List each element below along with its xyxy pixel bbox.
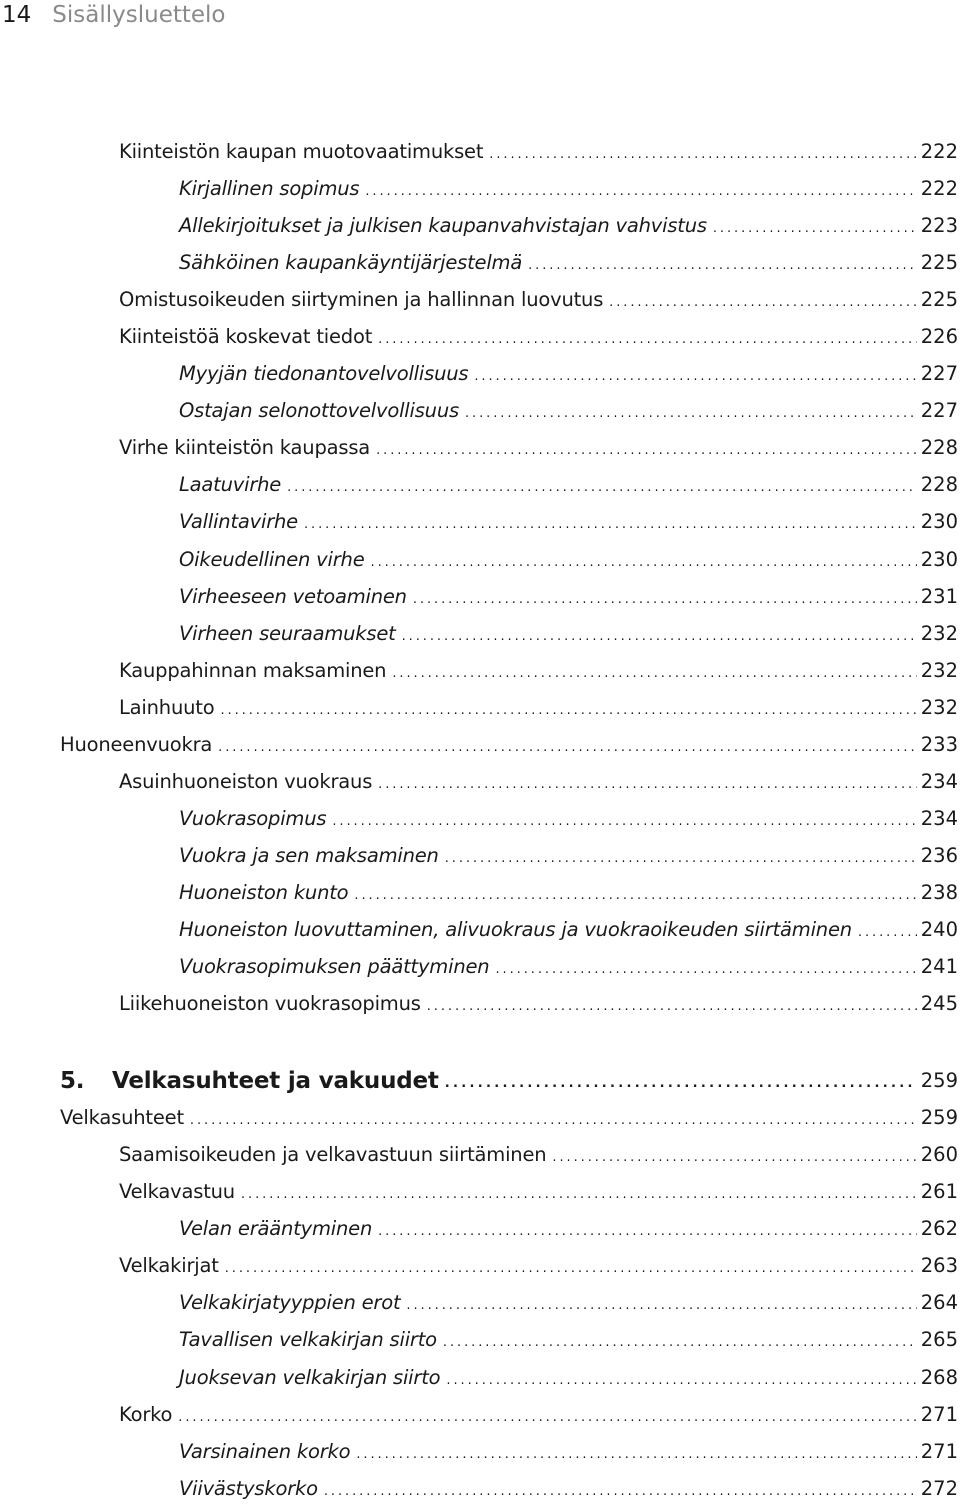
toc-entry-label: Liikehuoneiston vuokrasopimus	[119, 992, 421, 1016]
dot-leader	[371, 555, 917, 570]
toc-entry[interactable]	[0, 578, 960, 615]
toc-entry[interactable]	[0, 503, 960, 540]
dot-leader	[443, 1335, 917, 1350]
dot-leader	[446, 1373, 916, 1388]
toc-page-number: 222	[920, 177, 958, 201]
toc-entry-label: Sähköinen kaupankäyntijärjestelmä	[179, 251, 523, 275]
toc-page-number: 264	[920, 1291, 958, 1315]
dot-leader	[445, 851, 917, 866]
toc-entry[interactable]	[0, 541, 960, 578]
toc-entry-label: Oikeudellinen virhe	[179, 547, 365, 571]
toc-page-number: 233	[920, 732, 958, 756]
toc-entry-label: Kirjallinen sopimus	[179, 177, 360, 201]
dot-leader	[413, 592, 917, 607]
dot-leader	[218, 740, 917, 755]
toc-entry[interactable]	[0, 652, 960, 689]
dot-leader	[332, 814, 916, 829]
toc-entry-label: Saamisoikeuden ja velkavastuun siirtäminen	[119, 1143, 547, 1167]
toc-entry-label: Kiinteistöä koskevat tiedot	[119, 325, 373, 349]
toc-chapter-label	[60, 1068, 439, 1094]
toc-entry[interactable]	[0, 948, 960, 985]
toc-page-number: 265	[920, 1328, 958, 1352]
toc-page-number: 268	[920, 1365, 958, 1389]
toc-entry-label: Velan erääntyminen	[179, 1217, 373, 1241]
dot-leader	[427, 999, 917, 1014]
toc-page-number: 241	[920, 955, 958, 979]
toc-entry-label: Huoneiston kunto	[179, 880, 349, 904]
toc-entry[interactable]	[0, 429, 960, 466]
toc-page-number: 230	[920, 510, 958, 534]
toc-entry[interactable]	[0, 1470, 960, 1507]
toc-page-number: 260	[920, 1143, 958, 1167]
toc-entry-label: Velkasuhteet	[60, 1106, 184, 1130]
running-title: Sisällysluettelo	[52, 2, 226, 28]
toc-entry[interactable]	[0, 466, 960, 503]
toc-page-number: 263	[920, 1254, 958, 1278]
toc-page-number: 234	[920, 806, 958, 830]
toc-entry[interactable]	[0, 207, 960, 244]
dot-leader	[378, 332, 917, 347]
chapter-title: Velkasuhteet ja vakuudet	[112, 1067, 439, 1094]
toc-page-number: 272	[920, 1476, 958, 1500]
chapter-number: 5.	[60, 1067, 85, 1094]
toc-entry-label: Virheen seuraamukset	[179, 621, 396, 645]
toc-entry-label: Velkavastuu	[119, 1180, 235, 1204]
toc-page-number: 230	[920, 547, 958, 571]
dot-leader	[354, 888, 916, 903]
toc-page-number: 234	[920, 769, 958, 793]
dot-leader	[552, 1150, 916, 1165]
dot-leader	[190, 1113, 917, 1128]
toc-entry[interactable]	[0, 318, 960, 355]
dot-leader	[241, 1187, 917, 1202]
toc-entry[interactable]	[0, 355, 960, 392]
dot-leader	[609, 295, 917, 310]
toc-page-number: 271	[920, 1402, 958, 1426]
toc-page-number: 228	[920, 473, 958, 497]
toc-entry[interactable]	[0, 170, 960, 207]
toc-page-number: 225	[920, 251, 958, 275]
toc-page-number: 228	[920, 436, 958, 460]
toc-entry[interactable]	[0, 1359, 960, 1396]
toc-entry-label: Laatuvirhe	[179, 473, 282, 497]
toc-entry[interactable]	[0, 1321, 960, 1358]
toc-page-number: 232	[920, 658, 958, 682]
toc-entry[interactable]	[0, 1210, 960, 1247]
dot-leader	[225, 1261, 917, 1276]
toc-entry[interactable]	[0, 726, 960, 763]
dot-leader	[304, 517, 917, 532]
toc-entry[interactable]	[0, 1136, 960, 1173]
toc-entry[interactable]	[0, 392, 960, 429]
toc-page-number: 225	[920, 288, 958, 312]
toc-entry-label: Juoksevan velkakirjan siirto	[179, 1365, 441, 1389]
toc-page-number: 222	[920, 140, 958, 164]
toc-entry[interactable]	[0, 1284, 960, 1321]
toc-entry[interactable]	[0, 1433, 960, 1470]
dot-leader	[220, 703, 916, 718]
toc-page-number: 227	[920, 399, 958, 423]
toc-entry[interactable]	[0, 985, 960, 1022]
dot-leader	[378, 1224, 917, 1239]
toc-chapter-entry[interactable]	[0, 1062, 960, 1099]
toc-entry-label: Tavallisen velkakirjan siirto	[179, 1328, 437, 1352]
toc-page-number: 240	[920, 918, 958, 941]
dot-leader	[445, 1076, 917, 1091]
toc-entry-label: Velkakirjatyyppien erot	[179, 1291, 401, 1315]
dot-leader	[858, 925, 917, 940]
toc-page-number: 259	[920, 1069, 958, 1093]
toc-entry-label: Huoneenvuokra	[60, 732, 213, 756]
toc-entry-label: Vuokrasopimus	[179, 806, 327, 830]
toc-entry-label: Asuinhuoneiston vuokraus	[119, 769, 373, 793]
toc-page-number: 232	[920, 695, 958, 719]
table-of-contents	[0, 133, 960, 1507]
dot-leader	[489, 147, 916, 162]
toc-entry[interactable]	[0, 244, 960, 281]
toc-entry[interactable]	[0, 1247, 960, 1284]
toc-entry-label: Vallintavirhe	[179, 510, 298, 534]
dot-leader	[356, 1447, 916, 1462]
toc-entry-label: Allekirjoitukset ja julkisen kaupanvahvistajan vahvistus	[179, 214, 707, 238]
toc-entry[interactable]	[0, 874, 960, 911]
toc-entry[interactable]	[0, 911, 960, 948]
toc-entry-label: Myyjän tiedonantovelvollisuus	[179, 362, 469, 386]
toc-entry[interactable]	[0, 281, 960, 318]
toc-entry[interactable]	[0, 615, 960, 652]
toc-entry-label: Varsinainen korko	[179, 1439, 351, 1463]
toc-entry-label: Omistusoikeuden siirtyminen ja hallinnan luovutus	[119, 288, 604, 312]
chapter-spacer	[0, 1022, 960, 1062]
toc-section-1	[0, 133, 960, 1022]
toc-entry-label: Kiinteistön kaupan muotovaatimukset	[119, 140, 484, 164]
dot-leader	[713, 221, 917, 236]
toc-page-number: 261	[920, 1180, 958, 1204]
dot-leader	[495, 962, 916, 977]
toc-entry-label: Virheeseen vetoaminen	[179, 584, 407, 608]
toc-entry-label: Velkakirjat	[119, 1254, 219, 1278]
toc-page-number: 262	[920, 1217, 958, 1241]
toc-page-number: 227	[920, 362, 958, 386]
page-header	[0, 0, 226, 30]
toc-page-number: 259	[920, 1106, 958, 1130]
dot-leader	[474, 369, 916, 384]
toc-entry-label: Huoneiston luovuttaminen, alivuokraus ja vuokraoikeuden siirtäminen	[179, 918, 852, 941]
dot-leader	[465, 406, 917, 421]
dot-leader	[406, 1298, 916, 1313]
dot-leader	[287, 480, 917, 495]
toc-page-number: 245	[920, 992, 958, 1016]
dot-leader	[402, 629, 917, 644]
dot-leader	[392, 666, 916, 681]
toc-entry-label: Kauppahinnan maksaminen	[119, 658, 387, 682]
toc-entry[interactable]	[0, 763, 960, 800]
toc-entry-label: Vuokra ja sen maksaminen	[179, 843, 439, 867]
toc-entry-label: Viivästyskorko	[179, 1476, 318, 1500]
dot-leader	[365, 184, 916, 199]
toc-page-number: 232	[920, 621, 958, 645]
toc-entry-label: Korko	[119, 1402, 173, 1426]
toc-entry[interactable]	[0, 133, 960, 170]
dot-leader	[378, 777, 917, 792]
toc-entry[interactable]	[0, 1099, 960, 1136]
toc-entry[interactable]	[0, 1173, 960, 1210]
toc-page-number: 231	[920, 584, 958, 608]
dot-leader	[178, 1410, 916, 1425]
dot-leader	[324, 1484, 917, 1499]
toc-page-number: 238	[920, 880, 958, 904]
toc-page-number: 236	[920, 843, 958, 867]
toc-page-number: 226	[920, 325, 958, 349]
toc-entry-label: Virhe kiinteistön kaupassa	[119, 436, 371, 460]
toc-entry[interactable]	[0, 837, 960, 874]
page-number: 14	[2, 2, 32, 28]
dot-leader	[376, 443, 917, 458]
toc-entry-label: Vuokrasopimuksen päättyminen	[179, 955, 490, 979]
toc-page-number: 271	[920, 1439, 958, 1463]
toc-entry-label: Lainhuuto	[119, 695, 215, 719]
toc-page-number: 223	[920, 214, 958, 238]
toc-entry[interactable]	[0, 800, 960, 837]
toc-section-2	[0, 1099, 960, 1507]
toc-entry[interactable]	[0, 1396, 960, 1433]
toc-entry-label: Ostajan selonottovelvollisuus	[179, 399, 459, 423]
dot-leader	[528, 258, 917, 273]
toc-entry[interactable]	[0, 689, 960, 726]
